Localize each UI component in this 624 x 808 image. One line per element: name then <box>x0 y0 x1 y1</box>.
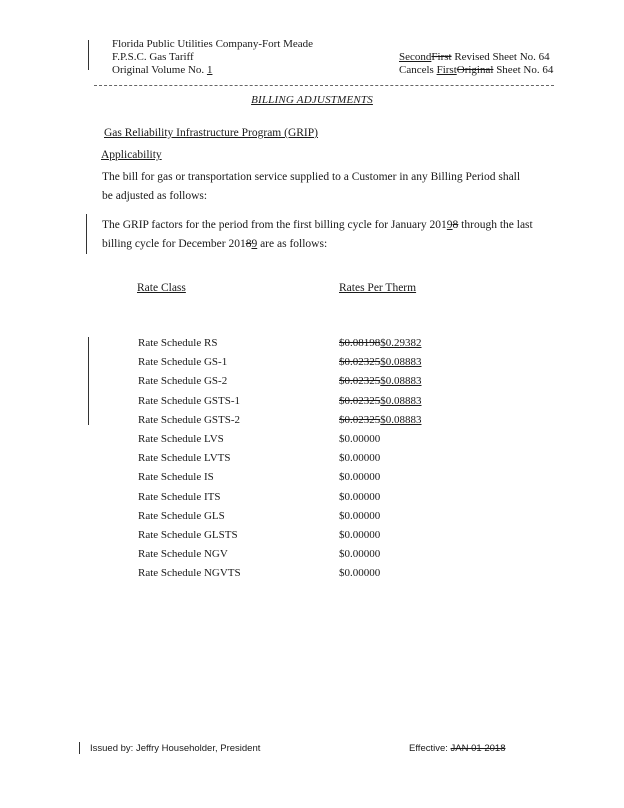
cancels-old: Original <box>456 64 494 76</box>
rate-row <box>0 356 624 374</box>
rate-class-cell: Rate Schedule GLS <box>138 509 225 522</box>
rate-value-cell <box>339 375 422 387</box>
rate-row <box>0 471 624 489</box>
rate-value: $0.00000 <box>339 433 381 445</box>
factors-year2-old: 8 <box>245 238 252 250</box>
rate-value: $0.00000 <box>339 490 381 503</box>
rate-class-cell: Rate Schedule NGVTS <box>138 567 241 580</box>
revision-bar-factors <box>86 214 87 254</box>
rate-class-cell: Rate Schedule LVTS <box>138 452 231 465</box>
sheet-suffix: Revised Sheet No. 64 <box>451 51 550 63</box>
rate-value-cell <box>339 433 380 445</box>
rate-value: $0.00000 <box>339 471 381 484</box>
revision-bar-footer <box>79 742 80 754</box>
rate-value-cell <box>339 337 422 349</box>
volume-prefix: Original Volume No. <box>112 64 205 76</box>
rate-value-cell <box>339 510 380 522</box>
effective-date-old: JAN 01 2018 <box>450 743 506 754</box>
program-name: Gas Reliability Infrastructure Program (GRIP) <box>104 127 318 139</box>
rate-value-cell <box>339 491 380 503</box>
rate-row <box>0 375 624 393</box>
sheet-line <box>399 51 553 64</box>
rate-value: $0.00000 <box>339 567 381 580</box>
factors-text <box>102 216 547 254</box>
rate-row <box>0 337 624 355</box>
sheet-new: Second <box>399 51 432 63</box>
rate-class-cell: Rate Schedule GS-1 <box>138 356 228 369</box>
rate-class-cell: Rate Schedule ITS <box>138 490 221 503</box>
sheet-old: First <box>431 51 452 63</box>
column-rate-class: Rate Class <box>137 282 186 294</box>
rate-new-value: $0.08883 <box>380 375 422 388</box>
cancels-line <box>399 64 553 77</box>
header-right <box>399 51 553 77</box>
rate-row <box>0 548 624 566</box>
applicability-text: The bill for gas or transportation service supplied to a Customer in any Billing Period shall be adjusted as follows: <box>102 171 521 202</box>
factors-year1-new: 9 <box>446 219 453 231</box>
header-left <box>112 38 313 77</box>
rate-old-value: $0.02325 <box>339 375 381 388</box>
rate-value-cell <box>339 471 380 483</box>
issued-by: Issued by: Jeffry Householder, President <box>90 743 261 754</box>
factors-part-2: through the last billing cycle for December 201 <box>102 219 533 250</box>
volume-line <box>112 64 313 77</box>
rate-class-cell: Rate Schedule GS-2 <box>138 375 228 388</box>
rate-class-cell: Rate Schedule IS <box>138 471 214 484</box>
rate-row <box>0 452 624 470</box>
rate-value-cell <box>339 356 422 368</box>
applicability-heading: Applicability <box>101 149 162 161</box>
rate-new-value: $0.08883 <box>380 356 422 369</box>
rate-new-value: $0.08883 <box>380 413 422 426</box>
effective-line <box>409 743 505 754</box>
cancels-new: First <box>436 64 457 76</box>
rate-new-value: $0.29382 <box>380 337 422 349</box>
factors-year2-new: 9 <box>251 238 258 250</box>
rate-row <box>0 529 624 547</box>
cancels-suffix: Sheet No. 64 <box>493 64 554 76</box>
rate-row <box>0 567 624 585</box>
rate-value-cell <box>339 548 380 560</box>
rate-row <box>0 510 624 528</box>
rate-class-cell: Rate Schedule GLSTS <box>138 529 238 541</box>
rate-row <box>0 433 624 451</box>
tariff-name: F.P.S.C. Gas Tariff <box>112 51 194 63</box>
rate-class-cell: Rate Schedule LVS <box>138 433 224 445</box>
rate-value-cell <box>339 414 422 426</box>
rate-old-value: $0.02325 <box>339 413 381 426</box>
rate-new-value: $0.08883 <box>380 394 422 407</box>
column-rates-per-therm: Rates Per Therm <box>339 282 417 294</box>
rate-old-value: $0.02325 <box>339 356 381 369</box>
rate-value: $0.00000 <box>339 509 381 522</box>
rate-value-cell <box>339 529 380 541</box>
factors-year1-old: 8 <box>452 219 459 231</box>
rate-class-cell: Rate Schedule GSTS-2 <box>138 413 241 426</box>
rate-row <box>0 414 624 432</box>
cancels-prefix: Cancels <box>399 64 437 76</box>
rate-class-cell: Rate Schedule NGV <box>138 548 228 561</box>
rate-value-cell <box>339 395 422 407</box>
rate-value-cell <box>339 452 380 464</box>
rate-value: $0.00000 <box>339 548 381 561</box>
rate-row <box>0 395 624 413</box>
rate-row <box>0 491 624 509</box>
header-rule <box>94 85 554 86</box>
factors-part-1: The GRIP factors for the period from the first billing cycle for January 201 <box>102 219 447 231</box>
rate-value: $0.00000 <box>339 529 381 541</box>
volume-number: 1 <box>206 64 213 76</box>
company-name: Florida Public Utilities Company-Fort Meade <box>112 38 314 50</box>
rate-class-cell: Rate Schedule RS <box>138 337 218 349</box>
rate-old-value: $0.02325 <box>339 394 381 407</box>
rate-old-value: $0.08198 <box>339 337 381 349</box>
page-title: BILLING ADJUSTMENTS <box>251 94 373 106</box>
rate-value: $0.00000 <box>339 452 381 465</box>
revision-bar-header <box>88 40 89 70</box>
factors-part-3: are as follows: <box>257 238 328 250</box>
rate-value-cell <box>339 567 380 579</box>
effective-label: Effective: <box>409 743 451 754</box>
rate-class-cell: Rate Schedule GSTS-1 <box>138 394 241 407</box>
